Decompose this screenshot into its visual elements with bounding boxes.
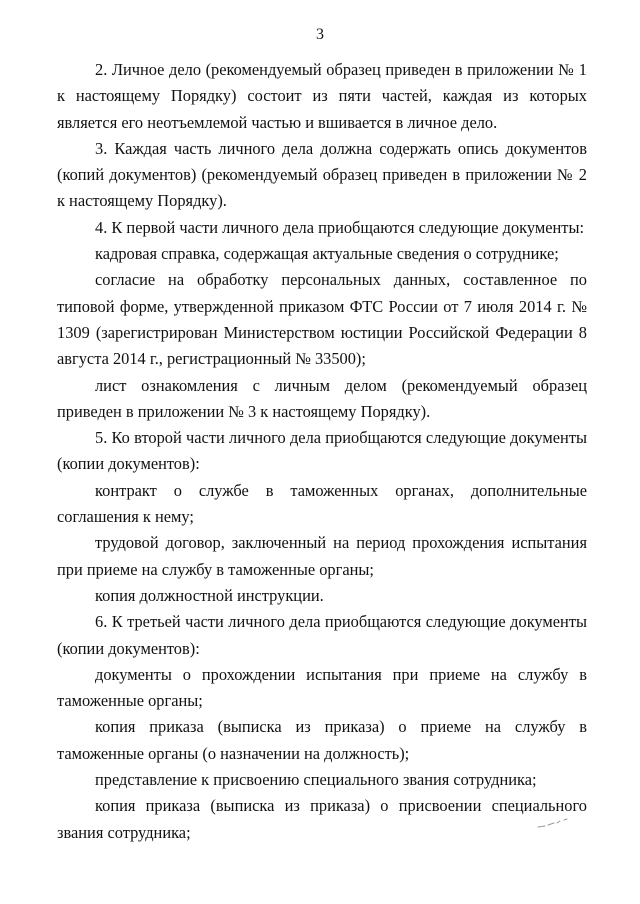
paragraph-acknowledgement-sheet: лист ознакомления с личным делом (рекомендуемый образец приведен в приложении № 3 к настоящему Порядку). — [57, 375, 587, 421]
paragraph-rank-order: копия приказа (выписка из приказа) о присвоении специального звания сотрудника; — [57, 796, 587, 842]
paragraph-item-6: 6. К третьей части личного дела приобщаются следующие документы (копии документов): — [57, 612, 587, 658]
paragraph-hr-reference: кадровая справка, содержащая актуальные сведения о сотруднике; — [95, 244, 559, 264]
paragraph-item-4: 4. К первой части личного дела приобщаются следующие документы: — [95, 217, 585, 237]
paragraph-item-3: 3. Каждая часть личного дела должна содержать опись документов (копий документов) (рекомендуемый образец приведен в приложении № 2 к настоящему Порядку). — [57, 138, 587, 211]
paragraph-hiring-order: копия приказа (выписка из приказа) о приеме на службу в таможенные органы (о назначении на должность); — [57, 717, 587, 763]
paragraph-item-5: 5. Ко второй части личного дела приобщаются следующие документы (копии документов): — [57, 428, 587, 474]
paragraph-job-description: копия должностной инструкции. — [95, 585, 324, 605]
paragraph-employment-contract: трудовой договор, заключенный на период прохождения испытания при приеме на службу в таможенные органы; — [57, 533, 587, 579]
paragraph-probation-documents: документы о прохождении испытания при приеме на службу в таможенные органы; — [57, 664, 587, 711]
paragraph-rank-submission: представление к присвоению специального звания сотрудника; — [95, 770, 537, 790]
document-body — [57, 57, 587, 846]
paragraph-service-contract: контракт о службе в таможенных органах, дополнительные соглашения к нему; — [57, 480, 587, 527]
page-number: 3 — [316, 26, 324, 43]
paragraph-item-2: 2. Личное дело (рекомендуемый образец приведен в приложении № 1 к настоящему Порядку) состоит из пяти частей, каждая из которых является его неотъемлемой частью и вшивается в личное дело. — [57, 60, 587, 132]
scan-mark-icon — [536, 818, 576, 830]
paragraph-personal-data-consent: согласие на обработку персональных данных, составленное по типовой форме, утвержденной приказом ФТС России от 7 июля 2014 г. № 1309 (зарегистрирован Министерством юстиции Российской Федерации 8 августа 2014 г., регистрационный № 33500); — [57, 270, 587, 369]
